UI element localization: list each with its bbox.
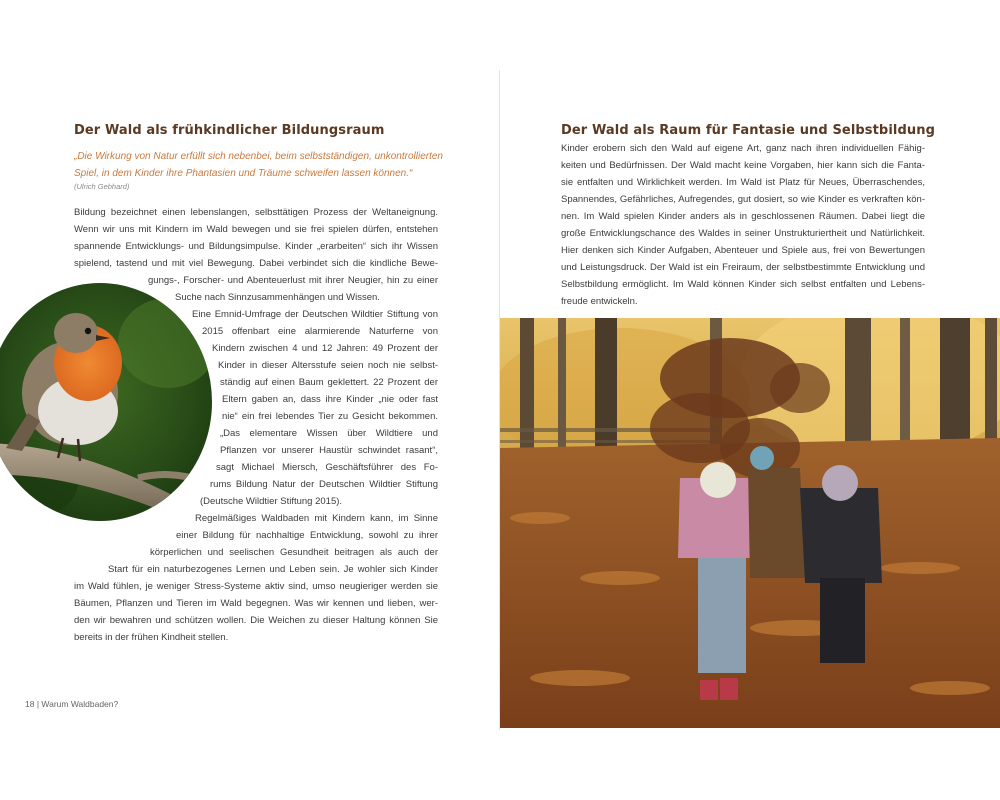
body-line: Suche nach Sinnzusammenhängen und Wissen. — [175, 292, 380, 303]
body-line: Eltern gaben an, dass ihre Kinder „nie oder fast — [222, 394, 438, 405]
right-heading: Der Wald als Raum für Fantasie und Selbstbildung — [561, 123, 935, 138]
body-line: Bäumen, Pflanzen und Tieren im Wald begegnen. Was wir kennen und lieben, wer- — [74, 598, 438, 609]
children-forest-photo — [500, 318, 1000, 728]
body-line: (Deutsche Wildtier Stiftung 2015). — [200, 496, 343, 507]
body-line: spielend, tastend und mit viel Bewegung. Dabei verbindet sich die kindliche Bewe- — [74, 258, 438, 269]
body-line: „Das elementare Wissen über Wildtiere und — [220, 428, 438, 439]
body-line: Kinder erobern sich den Wald auf eigene Art, ganz nach ihren individuellen Fähig- — [561, 143, 925, 154]
body-line: bereits in der frühen Kindheit stellen. — [74, 632, 229, 643]
body-line: sagt Michael Miersch, Geschäftsführer des Fo- — [216, 462, 438, 473]
body-line: Regelmäßiges Waldbaden mit Kindern kann, im Sinne — [195, 513, 438, 524]
body-line: und Leistungsdruck. Der Wald ist ein Freiraum, der selbstbestimmte Entwicklung und — [561, 262, 925, 273]
children-leaves-image — [500, 318, 1000, 728]
intro-quote — [74, 148, 446, 182]
body-line: einer Bildung für nachhaltige Entwicklung, sowohl zu ihrer — [176, 530, 438, 541]
body-line: spannende Entwicklungs- und Bildungsimpulse. Kinder „erarbeiten“ sich ihr Wissen — [74, 241, 438, 252]
body-line: keiten und Bedürfnissen. Der Wald macht keine Vorgaben, hier kann sich die Fanta- — [561, 160, 925, 171]
body-line: nen. Im Wald spielen Kinder anders als in geschlossenen Räumen. Dabei liegt die — [561, 211, 925, 222]
body-line: Wenn wir uns mit Kindern im Wald bewegen und sie frei spielen dürfen, entstehen — [74, 224, 438, 235]
body-line: rums Bildung Natur der Deutschen Wildtier Stiftung — [210, 479, 438, 490]
quote-line: „Die Wirkung von Natur erfüllt sich nebenbei, beim selbstständigen, unkontrollierten — [74, 151, 443, 162]
body-line: 2015 offenbart eine alarmierende Naturferne von — [202, 326, 438, 337]
body-line: Kinder in dieser Altersstufe seien noch nie selbst- — [218, 360, 438, 371]
robin-photo — [0, 283, 212, 521]
body-line: nie“ ein frei lebendes Tier zu Gesicht bekommen. — [222, 411, 438, 422]
body-line: Selbstbildung ermöglicht. Im Wald können Kinder sich selbst entfalten und Lebens- — [561, 279, 925, 290]
body-line: den wir bewahren und schützen wollen. Die Weichen zu dieser Haltung können Sie — [74, 615, 438, 626]
body-line: im Wald fühlen, je weniger Stress-Systeme aktiv sind, umso neugieriger werden sie — [74, 581, 438, 592]
body-line: Start für ein naturbezogenes Lernen und Leben sein. Je wohler sich Kinder — [108, 564, 438, 575]
quote-author: (Ulrich Gebhard) — [74, 182, 130, 191]
quote-line: Spiel, in dem Kinder ihre Phantasien und Träume schweifen lassen können.“ — [74, 168, 413, 179]
body-line: ständig auf einen Baum geklettert. 22 Prozent der — [220, 377, 438, 388]
robin-image — [0, 283, 212, 521]
body-line: körperlichen und seelischen Gesundheit beitragen als auch der — [150, 547, 438, 558]
body-line: gungs-, Forscher- und Abenteuerlust mit ihrer Neugier, hin zu einer — [148, 275, 438, 286]
body-line: Bildung bezeichnet einen lebenslangen, selbsttätigen Prozess der Weltaneignung. — [74, 207, 438, 218]
body-line: Pflanzen vor unserer Haustür schwindet rasant“, — [220, 445, 438, 456]
right-page — [500, 0, 1000, 800]
page-footer: 18 | Warum Waldbaden? — [25, 699, 119, 709]
body-line: Eine Emnid-Umfrage der Deutschen Wildtier Stiftung von — [192, 309, 438, 320]
body-line: Hier denken sich Kinder Aufgaben, Abenteuer und Spiele aus, frei von Bewertungen — [561, 245, 925, 256]
left-heading: Der Wald als frühkindlicher Bildungsraum — [74, 123, 385, 138]
body-line: sie entfalten und Wirklichkeit werden. Im Wald ist Platz für Neues, Überraschendes, — [561, 177, 925, 188]
body-line: freude entwickeln. — [561, 296, 638, 307]
body-line: Kindern zwischen 4 und 12 Jahren: 49 Prozent der — [212, 343, 438, 354]
body-line: große Entwicklungschance des Waldes in seiner Unstrukturiertheit und Natürlichkeit. — [561, 228, 925, 239]
body-line: Spannendes, Gefährliches, Aufregendes, gut dosiert, so wie Kinder es verkraften kön- — [561, 194, 925, 205]
